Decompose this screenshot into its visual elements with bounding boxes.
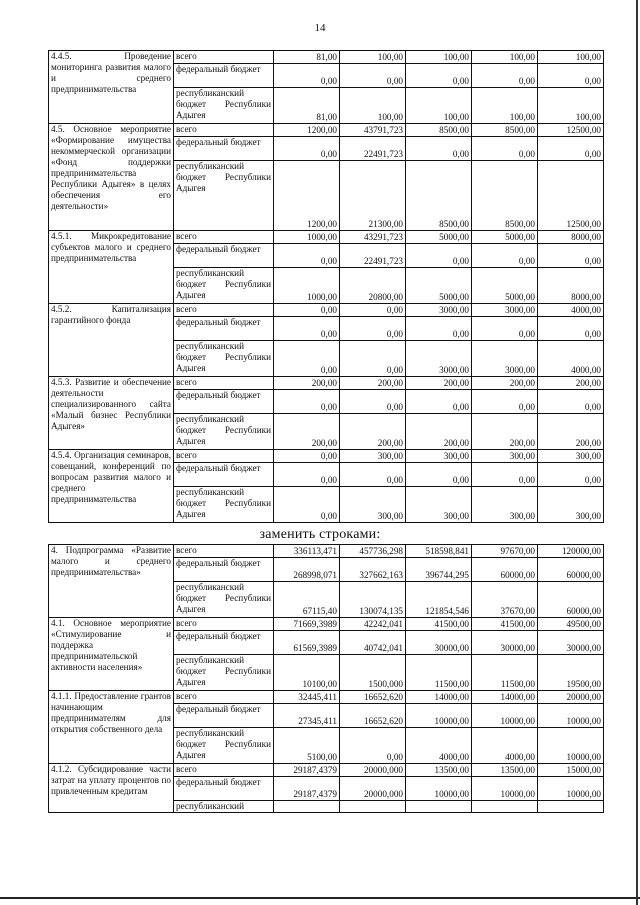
amount-cell: 0,00 — [340, 463, 406, 487]
amount-cell: 0,00 — [406, 317, 472, 341]
amount-cell: 0,00 — [472, 463, 538, 487]
amount-cell: 300,00 — [340, 450, 406, 463]
amount-cell: 5000,00 — [472, 231, 538, 244]
amount-cell: 30000,00 — [406, 631, 472, 655]
amount-cell: 20000,000 — [340, 777, 406, 801]
amount-cell: 0,00 — [538, 137, 604, 161]
amount-cell — [406, 801, 472, 813]
amount-cell: 5100,00 — [274, 728, 340, 764]
amount-cell: 200,00 — [340, 414, 406, 450]
amount-cell: 10000,00 — [538, 728, 604, 764]
amount-cell: 0,00 — [406, 390, 472, 414]
activity-name-cell: 4.1.2. Субсидирование части затрат на уплату процентов по привлеченным кредитам — [49, 764, 174, 813]
budget-table-replacement — [48, 544, 604, 813]
amount-cell: 11500,00 — [406, 655, 472, 691]
amount-cell: 12500,00 — [538, 124, 604, 137]
table-row — [49, 304, 604, 317]
amount-cell: 67115,40 — [274, 582, 340, 618]
amount-cell: 42242,041 — [340, 618, 406, 631]
amount-cell: 200,00 — [406, 414, 472, 450]
activity-name-cell: 4.1.1. Предоставление грантов начинающим предпринимателям для открытия собственного дела — [49, 691, 174, 764]
amount-cell: 0,00 — [406, 137, 472, 161]
funding-source-cell: федеральный бюджет — [174, 64, 274, 88]
amount-cell: 457736,298 — [340, 545, 406, 558]
amount-cell: 200,00 — [538, 414, 604, 450]
amount-cell: 0,00 — [538, 463, 604, 487]
amount-cell: 14000,00 — [472, 691, 538, 704]
amount-cell: 8500,00 — [406, 124, 472, 137]
funding-source-cell: федеральный бюджет — [174, 631, 274, 655]
funding-source-cell: республиканский бюджет Республики Адыгея — [174, 487, 274, 523]
amount-cell: 327662,163 — [340, 558, 406, 582]
amount-cell: 5000,00 — [406, 231, 472, 244]
amount-cell: 0,00 — [472, 390, 538, 414]
amount-cell: 40742,041 — [340, 631, 406, 655]
amount-cell: 130074,135 — [340, 582, 406, 618]
amount-cell: 518598,841 — [406, 545, 472, 558]
amount-cell: 300,00 — [340, 487, 406, 523]
funding-source-cell: республиканский бюджет Республики Адыгея — [174, 161, 274, 231]
amount-cell: 5000,00 — [406, 268, 472, 304]
amount-cell: 100,00 — [406, 51, 472, 64]
funding-source-cell: всего — [174, 51, 274, 64]
amount-cell: 0,00 — [538, 244, 604, 268]
amount-cell: 41500,00 — [406, 618, 472, 631]
amount-cell: 0,00 — [340, 304, 406, 317]
amount-cell: 22491,723 — [340, 244, 406, 268]
amount-cell: 100,00 — [538, 51, 604, 64]
amount-cell: 200,00 — [274, 377, 340, 390]
amount-cell: 0,00 — [274, 390, 340, 414]
funding-source-cell: всего — [174, 618, 274, 631]
amount-cell: 1000,00 — [274, 268, 340, 304]
amount-cell: 30000,00 — [472, 631, 538, 655]
amount-cell: 0,00 — [274, 64, 340, 88]
amount-cell: 16652,620 — [340, 704, 406, 728]
amount-cell: 22491,723 — [340, 137, 406, 161]
amount-cell — [274, 801, 340, 813]
amount-cell: 0,00 — [538, 64, 604, 88]
funding-source-cell: федеральный бюджет — [174, 777, 274, 801]
funding-source-cell: всего — [174, 450, 274, 463]
amount-cell — [340, 801, 406, 813]
funding-source-cell: федеральный бюджет — [174, 137, 274, 161]
activity-name-cell: 4.4.5. Проведение мониторинга развития малого и среднего предпринимательства — [49, 51, 174, 124]
amount-cell: 10000,00 — [538, 777, 604, 801]
amount-cell: 4000,00 — [472, 728, 538, 764]
amount-cell: 1200,00 — [274, 124, 340, 137]
amount-cell: 11500,00 — [472, 655, 538, 691]
amount-cell: 49500,00 — [538, 618, 604, 631]
funding-source-cell: всего — [174, 124, 274, 137]
amount-cell: 0,00 — [274, 304, 340, 317]
amount-cell: 1200,00 — [274, 161, 340, 231]
amount-cell: 29187,4379 — [274, 764, 340, 777]
amount-cell: 30000,00 — [538, 631, 604, 655]
amount-cell: 10000,00 — [472, 704, 538, 728]
amount-cell: 300,00 — [472, 450, 538, 463]
amount-cell: 10000,00 — [406, 704, 472, 728]
amount-cell: 10000,00 — [538, 704, 604, 728]
activity-name-cell: 4.5. Основное мероприятие «Формирование имущества некоммерческой организации «Фонд поддержки предпринимательства Республики Адыгея» в целях обеспечения его деятельности» — [49, 124, 174, 231]
funding-source-cell: всего — [174, 231, 274, 244]
funding-source-cell: всего — [174, 304, 274, 317]
amount-cell: 200,00 — [274, 414, 340, 450]
amount-cell: 0,00 — [472, 244, 538, 268]
amount-cell: 100,00 — [472, 88, 538, 124]
amount-cell: 41500,00 — [472, 618, 538, 631]
amount-cell: 100,00 — [406, 88, 472, 124]
funding-source-cell: федеральный бюджет — [174, 704, 274, 728]
amount-cell: 0,00 — [538, 390, 604, 414]
amount-cell: 200,00 — [472, 377, 538, 390]
table-row — [49, 124, 604, 137]
scan-edge-bottom — [0, 897, 640, 899]
funding-source-cell: республиканский — [174, 801, 274, 813]
table-row — [49, 618, 604, 631]
amount-cell — [472, 801, 538, 813]
table-row — [49, 231, 604, 244]
amount-cell: 1500,000 — [340, 655, 406, 691]
amount-cell: 10000,00 — [472, 777, 538, 801]
amount-cell: 1000,00 — [274, 231, 340, 244]
amount-cell: 8000,00 — [538, 231, 604, 244]
amount-cell: 37670,00 — [472, 582, 538, 618]
funding-source-cell: федеральный бюджет — [174, 558, 274, 582]
amount-cell: 0,00 — [340, 341, 406, 377]
amount-cell: 81,00 — [274, 88, 340, 124]
amount-cell: 8500,00 — [472, 161, 538, 231]
amount-cell: 10000,00 — [406, 777, 472, 801]
amount-cell: 0,00 — [340, 317, 406, 341]
amount-cell: 336113,471 — [274, 545, 340, 558]
table-row — [49, 51, 604, 64]
amount-cell: 60000,00 — [538, 558, 604, 582]
amount-cell: 0,00 — [274, 487, 340, 523]
amount-cell: 300,00 — [406, 450, 472, 463]
amount-cell: 19500,00 — [538, 655, 604, 691]
amount-cell: 8000,00 — [538, 268, 604, 304]
amount-cell: 16652,620 — [340, 691, 406, 704]
amount-cell: 21300,00 — [340, 161, 406, 231]
amount-cell: 100,00 — [538, 88, 604, 124]
amount-cell: 8500,00 — [406, 161, 472, 231]
amount-cell: 14000,00 — [406, 691, 472, 704]
budget-table-original — [48, 50, 604, 523]
funding-source-cell: федеральный бюджет — [174, 390, 274, 414]
amount-cell: 3000,00 — [406, 304, 472, 317]
activity-name-cell: 4. Подпрограмма «Развитие малого и среднего предпринимательства» — [49, 545, 174, 618]
amount-cell: 60000,00 — [538, 582, 604, 618]
amount-cell: 8500,00 — [472, 124, 538, 137]
activity-name-cell: 4.5.4. Организация семинаров, совещаний, конференций по вопросам развития малого и среднего предпринимательства — [49, 450, 174, 523]
amount-cell: 300,00 — [406, 487, 472, 523]
amount-cell: 300,00 — [538, 450, 604, 463]
amount-cell: 10100,00 — [274, 655, 340, 691]
amount-cell: 20000,00 — [538, 691, 604, 704]
amount-cell: 43291,723 — [340, 231, 406, 244]
funding-source-cell: федеральный бюджет — [174, 463, 274, 487]
amount-cell: 121854,546 — [406, 582, 472, 618]
amount-cell: 268998,071 — [274, 558, 340, 582]
funding-source-cell: республиканский бюджет Республики Адыгея — [174, 655, 274, 691]
funding-source-cell: всего — [174, 764, 274, 777]
funding-source-cell: федеральный бюджет — [174, 317, 274, 341]
amount-cell: 12500,00 — [538, 161, 604, 231]
amount-cell: 13500,00 — [472, 764, 538, 777]
amount-cell: 0,00 — [274, 137, 340, 161]
amount-cell: 300,00 — [538, 487, 604, 523]
amount-cell: 32445,411 — [274, 691, 340, 704]
amount-cell — [538, 801, 604, 813]
funding-source-cell: федеральный бюджет — [174, 244, 274, 268]
amount-cell: 4000,00 — [538, 341, 604, 377]
amount-cell: 4000,00 — [538, 304, 604, 317]
amount-cell: 300,00 — [472, 487, 538, 523]
funding-source-cell: республиканский бюджет Республики Адыгея — [174, 341, 274, 377]
amount-cell: 43791,723 — [340, 124, 406, 137]
amount-cell: 0,00 — [406, 463, 472, 487]
activity-name-cell: 4.1. Основное мероприятие «Стимулирование и поддержка предпринимательской активности населения» — [49, 618, 174, 691]
page-number: 14 — [314, 22, 326, 34]
table-row — [49, 450, 604, 463]
amount-cell: 0,00 — [472, 317, 538, 341]
amount-cell: 0,00 — [406, 244, 472, 268]
amount-cell: 29187,4379 — [274, 777, 340, 801]
amount-cell: 0,00 — [472, 137, 538, 161]
funding-source-cell: всего — [174, 545, 274, 558]
amount-cell: 4000,00 — [406, 728, 472, 764]
funding-source-cell: республиканский бюджет Республики Адыгея — [174, 728, 274, 764]
amount-cell: 3000,00 — [472, 341, 538, 377]
amount-cell: 60000,00 — [472, 558, 538, 582]
activity-name-cell: 4.5.1. Микрокредитование субъектов малого и среднего предпринимательства — [49, 231, 174, 304]
funding-source-cell: всего — [174, 377, 274, 390]
amount-cell: 0,00 — [406, 64, 472, 88]
amount-cell: 61569,3989 — [274, 631, 340, 655]
funding-source-cell: республиканский бюджет Республики Адыгея — [174, 414, 274, 450]
scan-edge-right — [636, 0, 638, 905]
amount-cell: 100,00 — [472, 51, 538, 64]
table-row — [49, 377, 604, 390]
activity-name-cell: 4.5.3. Развитие и обеспечение деятельности специализированного сайта «Малый бизнес Республики Адыгея» — [49, 377, 174, 450]
table-row — [49, 545, 604, 558]
amount-cell: 396744,295 — [406, 558, 472, 582]
amount-cell: 0,00 — [274, 341, 340, 377]
amount-cell: 0,00 — [340, 728, 406, 764]
amount-cell: 100,00 — [340, 88, 406, 124]
amount-cell: 5000,00 — [472, 268, 538, 304]
amount-cell: 200,00 — [538, 377, 604, 390]
amount-cell: 71669,3989 — [274, 618, 340, 631]
table-row — [49, 764, 604, 777]
activity-name-cell: 4.5.2. Капитализация гарантийного фонда — [49, 304, 174, 377]
replace-heading: заменить строками: — [259, 527, 381, 542]
amount-cell: 0,00 — [274, 244, 340, 268]
amount-cell: 0,00 — [340, 64, 406, 88]
amount-cell: 13500,00 — [406, 764, 472, 777]
amount-cell: 81,00 — [274, 51, 340, 64]
amount-cell: 200,00 — [340, 377, 406, 390]
amount-cell: 0,00 — [538, 317, 604, 341]
amount-cell: 0,00 — [340, 390, 406, 414]
amount-cell: 120000,00 — [538, 545, 604, 558]
amount-cell: 20000,000 — [340, 764, 406, 777]
amount-cell: 3000,00 — [472, 304, 538, 317]
amount-cell: 100,00 — [340, 51, 406, 64]
funding-source-cell: республиканский бюджет Республики Адыгея — [174, 88, 274, 124]
amount-cell: 0,00 — [274, 463, 340, 487]
funding-source-cell: всего — [174, 691, 274, 704]
amount-cell: 0,00 — [472, 64, 538, 88]
amount-cell: 3000,00 — [406, 341, 472, 377]
amount-cell: 200,00 — [406, 377, 472, 390]
funding-source-cell: республиканский бюджет Республики Адыгея — [174, 268, 274, 304]
amount-cell: 27345,411 — [274, 704, 340, 728]
amount-cell: 0,00 — [274, 317, 340, 341]
amount-cell: 20800,00 — [340, 268, 406, 304]
amount-cell: 200,00 — [472, 414, 538, 450]
amount-cell: 0,00 — [274, 450, 340, 463]
amount-cell: 15000,00 — [538, 764, 604, 777]
funding-source-cell: республиканский бюджет Республики Адыгея — [174, 582, 274, 618]
amount-cell: 97670,00 — [472, 545, 538, 558]
table-row — [49, 691, 604, 704]
